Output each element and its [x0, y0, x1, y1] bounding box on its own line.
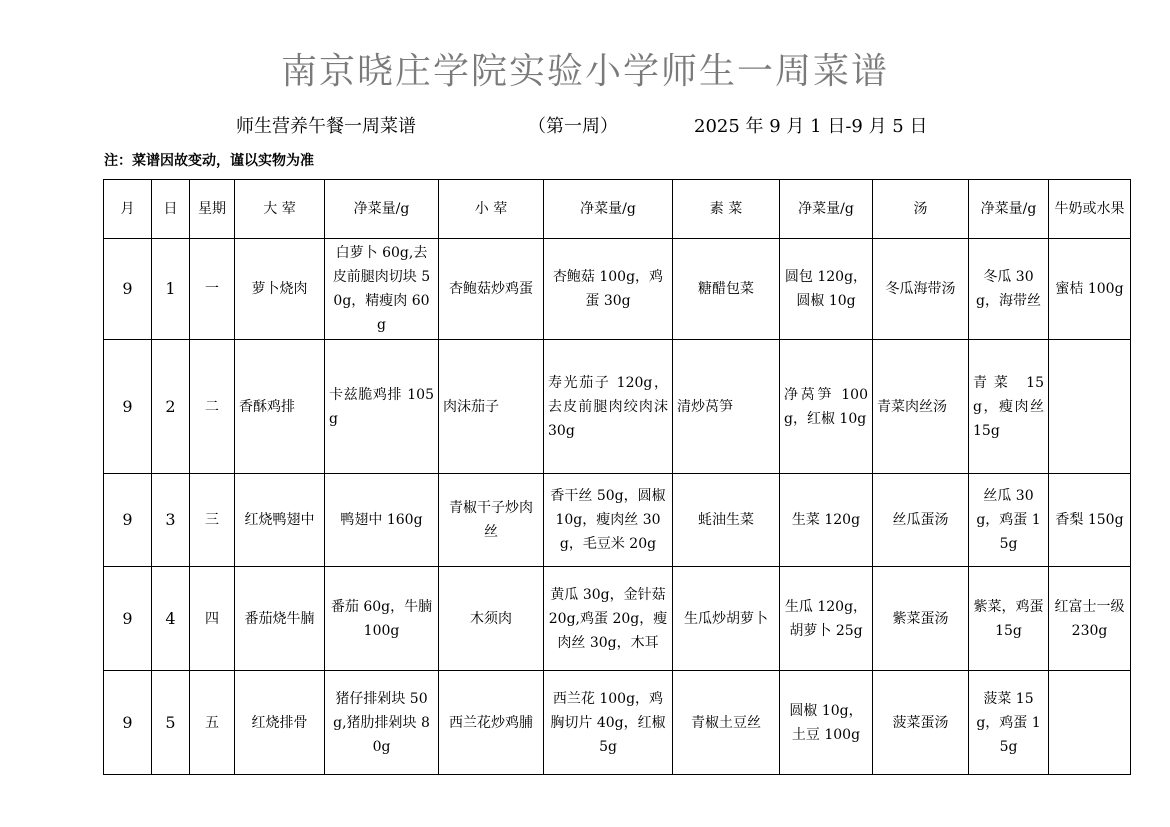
cell-weekday: 三 [190, 474, 235, 567]
cell-side-meat-qty: 黄瓜 30g，金针菇 20g,鸡蛋 20g，瘦肉丝 30g，木耳 [544, 567, 673, 671]
cell-vegetable-qty: 圆包 120g，圆椒 10g [780, 239, 873, 340]
cell-weekday: 四 [190, 567, 235, 671]
cell-main-meat: 萝卜烧肉 [235, 239, 325, 340]
cell-side-meat-qty: 寿光茄子 120g，去皮前腿肉绞肉沫 30g [544, 340, 673, 474]
subtitle-line [0, 113, 1170, 141]
table-header-row [104, 180, 1131, 239]
cell-milk-or-fruit [1049, 340, 1131, 474]
header-month: 月 [104, 180, 152, 239]
cell-month: 9 [104, 239, 152, 340]
cell-vegetable-qty: 净莴笋 100g，红椒 10g [780, 340, 873, 474]
cell-soup-qty: 菠菜 15g，鸡蛋 15g [969, 671, 1049, 775]
cell-main-meat-qty: 卡兹脆鸡排 105g [325, 340, 439, 474]
header-vegetable-qty: 净菜量/g [780, 180, 873, 239]
cell-vegetable-qty: 生瓜 120g，胡萝卜 25g [780, 567, 873, 671]
cell-month: 9 [104, 340, 152, 474]
cell-vegetable: 糖醋包菜 [673, 239, 780, 340]
cell-vegetable: 青椒土豆丝 [673, 671, 780, 775]
menu-name: 师生营养午餐一周菜谱 [236, 116, 416, 137]
cell-month: 9 [104, 671, 152, 775]
cell-main-meat: 香酥鸡排 [235, 340, 325, 474]
cell-weekday: 一 [190, 239, 235, 340]
cell-side-meat-qty: 杏鲍菇 100g，鸡蛋 30g [544, 239, 673, 340]
header-main-meat: 大 荤 [235, 180, 325, 239]
header-milk-or-fruit: 牛奶或水果 [1049, 180, 1131, 239]
date-range: 2025 年 9 月 1 日-9 月 5 日 [694, 116, 928, 137]
cell-month: 9 [104, 474, 152, 567]
cell-month: 9 [104, 567, 152, 671]
cell-vegetable: 生瓜炒胡萝卜 [673, 567, 780, 671]
cell-side-meat: 木须肉 [439, 567, 544, 671]
cell-day: 4 [152, 567, 190, 671]
cell-soup-qty: 丝瓜 30g，鸡蛋 15g [969, 474, 1049, 567]
header-day: 日 [152, 180, 190, 239]
menu-note: 注：菜谱因故变动，谨以实物为准 [104, 153, 314, 169]
cell-side-meat: 肉沫茄子 [439, 340, 544, 474]
cell-main-meat: 红烧排骨 [235, 671, 325, 775]
cell-soup: 丝瓜蛋汤 [873, 474, 969, 567]
cell-soup-qty: 紫菜，鸡蛋 15g [969, 567, 1049, 671]
header-soup: 汤 [873, 180, 969, 239]
cell-day: 5 [152, 671, 190, 775]
week-label: （第一周） [528, 116, 618, 137]
cell-milk-or-fruit: 红富士一级 230g [1049, 567, 1131, 671]
cell-main-meat-qty: 白萝卜 60g,去皮前腿肉切块 50g，精瘦肉 60g [325, 239, 439, 340]
cell-side-meat: 西兰花炒鸡脯 [439, 671, 544, 775]
cell-day: 1 [152, 239, 190, 340]
cell-side-meat-qty: 西兰花 100g，鸡胸切片 40g，红椒 5g [544, 671, 673, 775]
cell-main-meat-qty: 猪仔排剁块 50g,猪肋排剁块 80g [325, 671, 439, 775]
cell-vegetable-qty: 生菜 120g [780, 474, 873, 567]
cell-soup: 紫菜蛋汤 [873, 567, 969, 671]
menu-table [103, 179, 1131, 775]
cell-milk-or-fruit [1049, 671, 1131, 775]
cell-main-meat-qty: 番茄 60g，牛腩 100g [325, 567, 439, 671]
header-vegetable: 素 菜 [673, 180, 780, 239]
cell-vegetable: 清炒莴笋 [673, 340, 780, 474]
header-soup-qty: 净菜量/g [969, 180, 1049, 239]
cell-milk-or-fruit: 香梨 150g [1049, 474, 1131, 567]
cell-soup: 青菜肉丝汤 [873, 340, 969, 474]
cell-soup: 菠菜蛋汤 [873, 671, 969, 775]
table-row [104, 671, 1131, 775]
cell-weekday: 五 [190, 671, 235, 775]
cell-side-meat-qty: 香干丝 50g，圆椒 10g，瘦肉丝 30g，毛豆米 20g [544, 474, 673, 567]
cell-side-meat: 杏鲍菇炒鸡蛋 [439, 239, 544, 340]
cell-day: 3 [152, 474, 190, 567]
table-row [104, 340, 1131, 474]
cell-soup-qty: 青菜 15g，瘦肉丝 15g [969, 340, 1049, 474]
cell-soup: 冬瓜海带汤 [873, 239, 969, 340]
header-side-meat-qty: 净菜量/g [544, 180, 673, 239]
table-row [104, 474, 1131, 567]
cell-weekday: 二 [190, 340, 235, 474]
page-title: 南京晓庄学院实验小学师生一周菜谱 [280, 51, 889, 92]
cell-vegetable: 蚝油生菜 [673, 474, 780, 567]
table-row [104, 567, 1131, 671]
cell-main-meat-qty: 鸭翅中 160g [325, 474, 439, 567]
table-row [104, 239, 1131, 340]
header-weekday: 星期 [190, 180, 235, 239]
cell-milk-or-fruit: 蜜桔 100g [1049, 239, 1131, 340]
header-side-meat: 小 荤 [439, 180, 544, 239]
cell-day: 2 [152, 340, 190, 474]
cell-main-meat: 红烧鸭翅中 [235, 474, 325, 567]
cell-soup-qty: 冬瓜 30g，海带丝 [969, 239, 1049, 340]
cell-main-meat: 番茄烧牛腩 [235, 567, 325, 671]
header-main-meat-qty: 净菜量/g [325, 180, 439, 239]
cell-side-meat: 青椒干子炒肉丝 [439, 474, 544, 567]
cell-vegetable-qty: 圆椒 10g，土豆 100g [780, 671, 873, 775]
